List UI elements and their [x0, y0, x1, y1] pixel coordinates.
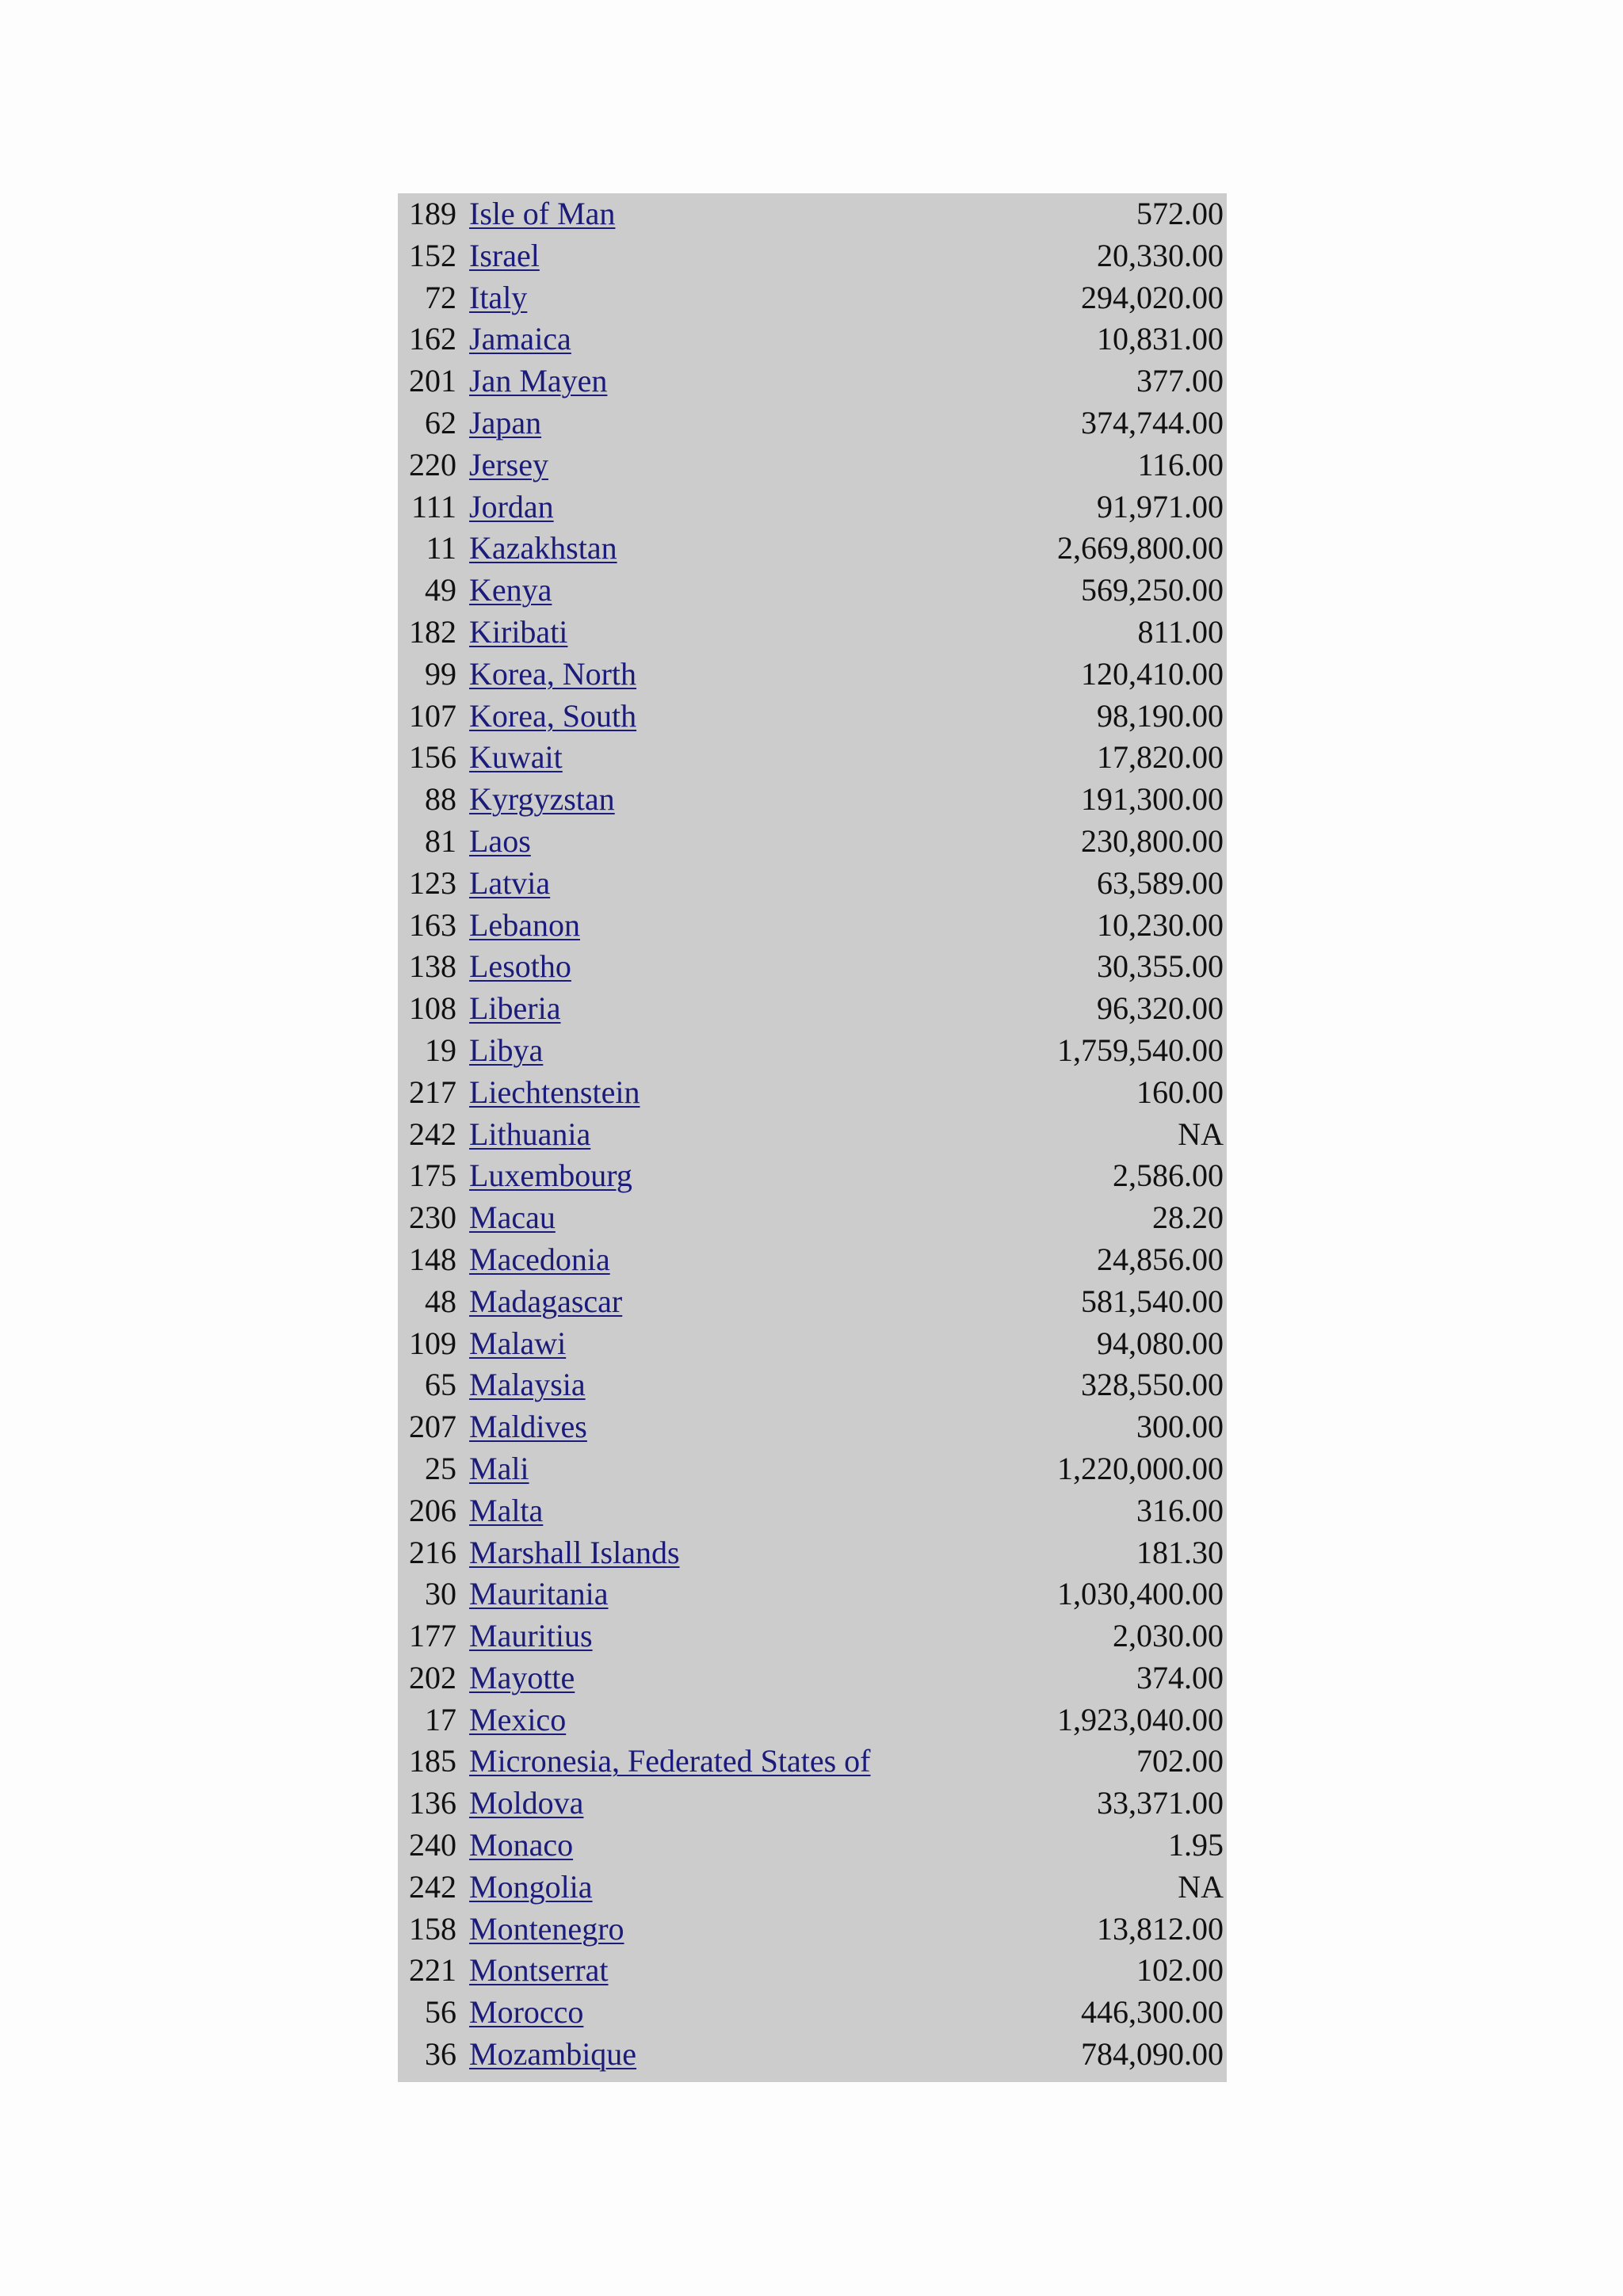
- country-cell: [469, 1114, 1002, 1156]
- country-link[interactable]: Macedonia: [469, 1241, 610, 1277]
- table-row: [398, 1448, 1227, 1490]
- country-link[interactable]: Isle of Man: [469, 196, 616, 231]
- country-link[interactable]: Jan Mayen: [469, 363, 608, 399]
- country-cell: [469, 1741, 1002, 1783]
- country-link[interactable]: Korea, South: [469, 697, 637, 734]
- table-row: [398, 1699, 1227, 1741]
- country-cell: [469, 528, 1002, 570]
- table-body: [398, 193, 1227, 2076]
- table-row: [398, 905, 1227, 947]
- country-link[interactable]: Japan: [469, 404, 542, 441]
- table-row: [398, 1867, 1227, 1909]
- table-row: [398, 1573, 1227, 1615]
- area-cell: 20,330.00: [1097, 237, 1224, 273]
- table-row: [398, 486, 1227, 528]
- area-cell: 569,250.00: [1081, 572, 1224, 608]
- country-link[interactable]: Mongolia: [469, 1868, 593, 1905]
- country-link[interactable]: Lesotho: [469, 948, 571, 985]
- area-cell: 1.95: [1168, 1827, 1224, 1863]
- rank-cell: 99: [425, 655, 456, 692]
- area-cell: 96,320.00: [1097, 990, 1224, 1027]
- country-link[interactable]: Jersey: [469, 446, 548, 482]
- area-cell: 28.20: [1152, 1199, 1224, 1236]
- table-row: [398, 193, 1227, 235]
- rank-cell: 182: [409, 613, 456, 650]
- area-cell: 784,090.00: [1081, 2036, 1224, 2073]
- country-cell: [469, 946, 1002, 988]
- area-cell: 2,586.00: [1113, 1158, 1224, 1194]
- area-cell: 98,190.00: [1097, 697, 1224, 734]
- country-link[interactable]: Israel: [469, 237, 540, 273]
- table-row: [398, 821, 1227, 863]
- country-cell: [469, 1155, 1002, 1197]
- country-link[interactable]: Lebanon: [469, 906, 580, 943]
- area-cell: 446,300.00: [1081, 1994, 1224, 2031]
- table-row: [398, 1155, 1227, 1197]
- country-link[interactable]: Mexico: [469, 1701, 567, 1737]
- table-row: [398, 1825, 1227, 1867]
- area-cell: NA: [1178, 1116, 1224, 1152]
- table-row: [398, 1950, 1227, 1992]
- country-cell: [469, 1992, 1002, 2034]
- country-link[interactable]: Malaysia: [469, 1367, 586, 1403]
- table-row: [398, 1406, 1227, 1448]
- country-link[interactable]: Luxembourg: [469, 1158, 632, 1194]
- country-cell: [469, 235, 1002, 277]
- country-link[interactable]: Laos: [469, 822, 531, 859]
- country-area-table: [398, 193, 1227, 2076]
- rank-cell: 56: [425, 1994, 456, 2031]
- country-link[interactable]: Kuwait: [469, 739, 563, 776]
- table-row: [398, 1490, 1227, 1532]
- country-link[interactable]: Libya: [469, 1032, 544, 1068]
- table-row: [398, 1114, 1227, 1156]
- area-cell: 1,220,000.00: [1057, 1450, 1224, 1486]
- area-cell: 374,744.00: [1081, 404, 1224, 441]
- rank-cell: 49: [425, 572, 456, 608]
- country-cell: [469, 1323, 1002, 1365]
- rank-cell: 136: [409, 1785, 456, 1821]
- table-row: [398, 1532, 1227, 1574]
- area-cell: NA: [1178, 1868, 1224, 1905]
- area-cell: 300.00: [1136, 1409, 1224, 1445]
- rank-cell: 220: [409, 446, 456, 482]
- country-link[interactable]: Maldives: [469, 1409, 587, 1445]
- country-cell: [469, 1490, 1002, 1532]
- area-cell: 13,812.00: [1097, 1910, 1224, 1947]
- country-cell: [469, 779, 1002, 821]
- country-cell: [469, 1448, 1002, 1490]
- country-link[interactable]: Morocco: [469, 1994, 584, 2031]
- area-cell: 116.00: [1137, 446, 1224, 482]
- area-cell: 377.00: [1136, 363, 1224, 399]
- area-cell: 33,371.00: [1097, 1785, 1224, 1821]
- country-link[interactable]: Monaco: [469, 1827, 574, 1863]
- rank-cell: 107: [409, 697, 456, 734]
- country-link[interactable]: Mauritius: [469, 1618, 593, 1654]
- country-link[interactable]: Montserrat: [469, 1952, 609, 1989]
- rank-cell: 17: [425, 1701, 456, 1737]
- table-row: [398, 1783, 1227, 1825]
- table-row: [398, 444, 1227, 486]
- area-cell: 102.00: [1136, 1952, 1224, 1989]
- country-cell: [469, 654, 1002, 696]
- table-row: [398, 1197, 1227, 1239]
- rank-cell: 62: [425, 404, 456, 441]
- rank-cell: 48: [425, 1283, 456, 1319]
- table-row: [398, 277, 1227, 319]
- area-cell: 30,355.00: [1097, 948, 1224, 985]
- country-link[interactable]: Malawi: [469, 1325, 567, 1361]
- country-cell: [469, 1573, 1002, 1615]
- country-link[interactable]: Lithuania: [469, 1116, 591, 1152]
- country-cell: [469, 570, 1002, 612]
- rank-cell: 30: [425, 1576, 456, 1612]
- table-row: [398, 654, 1227, 696]
- table-row: [398, 1281, 1227, 1323]
- country-link[interactable]: Kiribati: [469, 613, 568, 650]
- rank-cell: 207: [409, 1409, 456, 1445]
- country-cell: [469, 612, 1002, 654]
- country-cell: [469, 1030, 1002, 1072]
- country-cell: [469, 1825, 1002, 1867]
- table-row: [398, 946, 1227, 988]
- table-row: [398, 402, 1227, 444]
- country-link[interactable]: Mayotte: [469, 1659, 575, 1695]
- area-cell: 10,831.00: [1097, 321, 1224, 357]
- rank-cell: 65: [425, 1367, 456, 1403]
- area-cell: 374.00: [1136, 1659, 1224, 1695]
- country-cell: [469, 1909, 1002, 1951]
- table-row: [398, 1615, 1227, 1657]
- table-row: [398, 360, 1227, 402]
- rank-cell: 201: [409, 363, 456, 399]
- rank-cell: 138: [409, 948, 456, 985]
- country-cell: [469, 318, 1002, 360]
- country-link[interactable]: Mali: [469, 1450, 529, 1486]
- country-link[interactable]: Kazakhstan: [469, 530, 617, 566]
- country-cell: [469, 486, 1002, 528]
- table-row: [398, 235, 1227, 277]
- area-cell: 316.00: [1136, 1492, 1224, 1528]
- rank-cell: 163: [409, 906, 456, 943]
- rank-cell: 177: [409, 1618, 456, 1654]
- rank-cell: 72: [425, 279, 456, 315]
- country-link[interactable]: Liechtenstein: [469, 1074, 640, 1110]
- rank-cell: 36: [425, 2036, 456, 2073]
- rank-cell: 156: [409, 739, 456, 776]
- area-cell: 702.00: [1136, 1743, 1224, 1779]
- rank-cell: 202: [409, 1659, 456, 1695]
- area-cell: 2,669,800.00: [1057, 530, 1224, 566]
- country-cell: [469, 1615, 1002, 1657]
- country-link[interactable]: Malta: [469, 1492, 544, 1528]
- country-cell: [469, 1532, 1002, 1574]
- country-link[interactable]: Jamaica: [469, 321, 571, 357]
- area-cell: 1,923,040.00: [1057, 1701, 1224, 1737]
- country-area-table-panel: [398, 193, 1227, 2082]
- country-cell: [469, 1699, 1002, 1741]
- country-link[interactable]: Micronesia, Federated States of: [469, 1743, 871, 1779]
- rank-cell: 19: [425, 1032, 456, 1068]
- rank-cell: 158: [409, 1910, 456, 1947]
- rank-cell: 189: [409, 196, 456, 231]
- country-cell: [469, 905, 1002, 947]
- rank-cell: 11: [426, 530, 456, 566]
- rank-cell: 240: [409, 1827, 456, 1863]
- table-row: [398, 988, 1227, 1030]
- country-cell: [469, 737, 1002, 779]
- country-cell: [469, 1239, 1002, 1281]
- area-cell: 91,971.00: [1097, 488, 1224, 524]
- country-cell: [469, 863, 1002, 905]
- country-cell: [469, 1364, 1002, 1406]
- country-cell: [469, 1950, 1002, 1992]
- area-cell: 581,540.00: [1081, 1283, 1224, 1319]
- rank-cell: 242: [409, 1116, 456, 1152]
- rank-cell: 25: [425, 1450, 456, 1486]
- area-cell: 63,589.00: [1097, 864, 1224, 901]
- table-row: [398, 1992, 1227, 2034]
- table-row: [398, 1909, 1227, 1951]
- country-link[interactable]: Marshall Islands: [469, 1534, 680, 1570]
- rank-cell: 230: [409, 1199, 456, 1236]
- country-link[interactable]: Kyrgyzstan: [469, 781, 615, 818]
- table-row: [398, 528, 1227, 570]
- country-link[interactable]: Korea, North: [469, 655, 637, 692]
- table-row: [398, 318, 1227, 360]
- country-link[interactable]: Moldova: [469, 1785, 584, 1821]
- table-row: [398, 737, 1227, 779]
- rank-cell: 185: [409, 1743, 456, 1779]
- area-cell: 160.00: [1136, 1074, 1224, 1110]
- rank-cell: 109: [409, 1325, 456, 1361]
- area-cell: 191,300.00: [1081, 781, 1224, 818]
- area-cell: 10,230.00: [1097, 906, 1224, 943]
- rank-cell: 111: [411, 488, 456, 524]
- country-cell: [469, 1657, 1002, 1699]
- table-row: [398, 696, 1227, 738]
- area-cell: 811.00: [1137, 613, 1224, 650]
- country-cell: [469, 1072, 1002, 1114]
- country-link[interactable]: Madagascar: [469, 1283, 623, 1319]
- table-row: [398, 1364, 1227, 1406]
- country-cell: [469, 402, 1002, 444]
- area-cell: 1,030,400.00: [1057, 1576, 1224, 1612]
- table-row: [398, 1323, 1227, 1365]
- country-link[interactable]: Latvia: [469, 864, 551, 901]
- rank-cell: 175: [409, 1158, 456, 1194]
- country-link[interactable]: Mozambique: [469, 2036, 637, 2073]
- area-cell: 1,759,540.00: [1057, 1032, 1224, 1068]
- country-cell: [469, 1783, 1002, 1825]
- area-cell: 181.30: [1136, 1534, 1224, 1570]
- table-row: [398, 779, 1227, 821]
- country-cell: [469, 444, 1002, 486]
- table-row: [398, 1741, 1227, 1783]
- rank-cell: 242: [409, 1868, 456, 1905]
- area-cell: 120,410.00: [1081, 655, 1224, 692]
- country-cell: [469, 988, 1002, 1030]
- country-link[interactable]: Jordan: [469, 488, 554, 524]
- area-cell: 2,030.00: [1113, 1618, 1224, 1654]
- rank-cell: 152: [409, 237, 456, 273]
- table-row: [398, 612, 1227, 654]
- table-row: [398, 1030, 1227, 1072]
- table-row: [398, 1072, 1227, 1114]
- table-row: [398, 2034, 1227, 2076]
- area-cell: 94,080.00: [1097, 1325, 1224, 1361]
- country-cell: [469, 360, 1002, 402]
- area-cell: 24,856.00: [1097, 1241, 1224, 1277]
- country-cell: [469, 1867, 1002, 1909]
- rank-cell: 108: [409, 990, 456, 1027]
- rank-cell: 217: [409, 1074, 456, 1110]
- rank-cell: 148: [409, 1241, 456, 1277]
- rank-cell: 88: [425, 781, 456, 818]
- area-cell: 294,020.00: [1081, 279, 1224, 315]
- rank-cell: 81: [425, 822, 456, 859]
- country-cell: [469, 193, 1002, 235]
- country-link[interactable]: Kenya: [469, 572, 552, 608]
- rank-cell: 216: [409, 1534, 456, 1570]
- country-cell: [469, 821, 1002, 863]
- country-link[interactable]: Liberia: [469, 990, 561, 1027]
- country-cell: [469, 696, 1002, 738]
- rank-cell: 221: [409, 1952, 456, 1989]
- table-row: [398, 1239, 1227, 1281]
- country-cell: [469, 1197, 1002, 1239]
- country-cell: [469, 277, 1002, 319]
- country-link[interactable]: Macau: [469, 1199, 556, 1236]
- area-cell: 328,550.00: [1081, 1367, 1224, 1403]
- rank-cell: 162: [409, 321, 456, 357]
- table-row: [398, 1657, 1227, 1699]
- area-cell: 17,820.00: [1097, 739, 1224, 776]
- table-row: [398, 863, 1227, 905]
- rank-cell: 123: [409, 864, 456, 901]
- country-cell: [469, 2034, 1002, 2076]
- table-row: [398, 570, 1227, 612]
- area-cell: 230,800.00: [1081, 822, 1224, 859]
- country-link[interactable]: Italy: [469, 279, 528, 315]
- area-cell: 572.00: [1136, 196, 1224, 231]
- country-cell: [469, 1281, 1002, 1323]
- country-cell: [469, 1406, 1002, 1448]
- country-link[interactable]: Mauritania: [469, 1576, 609, 1612]
- country-link[interactable]: Montenegro: [469, 1910, 624, 1947]
- rank-cell: 206: [409, 1492, 456, 1528]
